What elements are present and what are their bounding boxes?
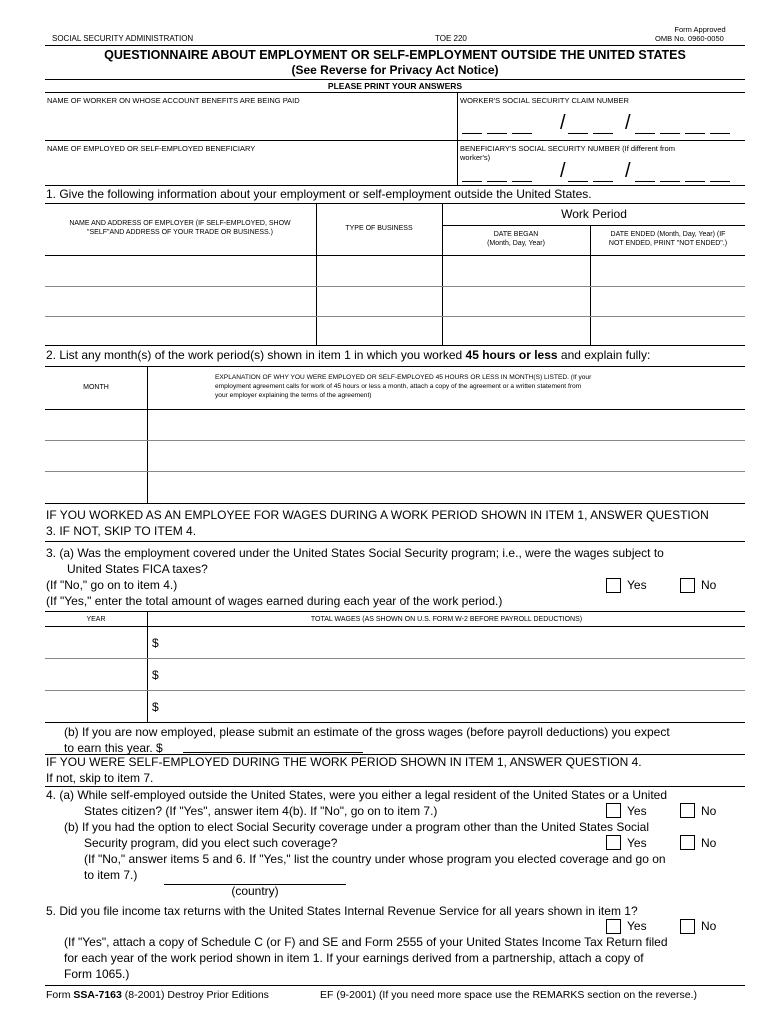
explanation-cell[interactable] bbox=[148, 441, 745, 470]
item4b-question-1: (b) If you had the option to elect Social Security coverage under a program other than the United States Social bbox=[64, 820, 650, 834]
item4a-question-1: 4. (a) While self-employed outside the United States, were you either a legal resident of the United States or a United bbox=[46, 788, 667, 802]
explanation-cell[interactable] bbox=[148, 410, 745, 439]
item4b-yes-checkbox[interactable] bbox=[606, 835, 621, 850]
item3a-if-yes: (If "Yes," enter the total amount of wages earned during each year of the work period.) bbox=[46, 594, 503, 608]
col-explanation-2: employment agreement calls for work of 45 hours or less a month, attach a copy of the agreement or a written statement from bbox=[215, 383, 582, 390]
item3a-no-label: No bbox=[701, 578, 717, 592]
worker-name-label: NAME OF WORKER ON WHOSE ACCOUNT BENEFITS ARE BEING PAID bbox=[47, 96, 300, 105]
wages-cell[interactable] bbox=[148, 659, 745, 689]
month-cell[interactable] bbox=[46, 472, 146, 501]
col-date-ended-1: DATE ENDED (Month, Day, Year) (IF bbox=[610, 231, 726, 238]
item3a-question-1: 3. (a) Was the employment covered under the United States Social Security program; i.e., were the wages subject to bbox=[46, 546, 664, 560]
col-date-began-1: DATE BEGAN bbox=[493, 231, 539, 238]
country-label: (country) bbox=[231, 884, 279, 898]
form-approved: Form Approved bbox=[674, 25, 726, 34]
dollar-sign: $ bbox=[152, 668, 159, 682]
item5-note-1: (If "Yes", attach a copy of Schedule C (or F) and SE and Form 2555 of your United States Income Tax Return filed bbox=[64, 935, 668, 949]
beneficiary-name-field[interactable] bbox=[47, 155, 452, 183]
form-subtitle: (See Reverse for Privacy Act Notice) bbox=[291, 63, 499, 77]
form-title: QUESTIONNAIRE ABOUT EMPLOYMENT OR SELF-EMPLOYMENT OUTSIDE THE UNITED STATES bbox=[104, 48, 686, 62]
item3a-question-2: United States FICA taxes? bbox=[67, 562, 208, 576]
item1-question: 1. Give the following information about your employment or self-employment outside the United States. bbox=[46, 187, 592, 201]
item5-note-3: Form 1065.) bbox=[64, 967, 130, 981]
item4b-no-label: No bbox=[701, 836, 717, 850]
dollar-sign: $ bbox=[152, 636, 159, 650]
item3b-question-2: to earn this year. $ bbox=[64, 741, 163, 755]
col-explanation-3: your employer explaining the terms of the agreement) bbox=[215, 392, 372, 399]
employer-cell[interactable] bbox=[46, 317, 315, 344]
item4a-no-label: No bbox=[701, 804, 717, 818]
date-ended-cell[interactable] bbox=[591, 256, 745, 285]
business-cell[interactable] bbox=[317, 317, 441, 344]
item4b-question-2: Security program, did you elect such coverage? bbox=[84, 836, 338, 850]
item2-question: 2. List any month(s) of the work period(s) shown in item 1 in which you worked 45 hours or less and explain fully: bbox=[46, 348, 651, 362]
date-ended-cell[interactable] bbox=[591, 317, 745, 344]
year-cell[interactable] bbox=[46, 627, 146, 657]
date-began-cell[interactable] bbox=[443, 287, 589, 315]
employee-instruction-2: 3. IF NOT, SKIP TO ITEM 4. bbox=[46, 524, 197, 538]
item5-yes-checkbox[interactable] bbox=[606, 919, 621, 934]
beneficiary-name-label: NAME OF EMPLOYED OR SELF-EMPLOYED BENEFICIARY bbox=[47, 144, 256, 153]
worker-name-field[interactable] bbox=[47, 107, 452, 137]
business-cell[interactable] bbox=[317, 287, 441, 315]
item5-yes-label: Yes bbox=[627, 919, 647, 933]
item4a-yes-checkbox[interactable] bbox=[606, 803, 621, 818]
year-cell[interactable] bbox=[46, 659, 146, 689]
ef-note: EF (9-2001) (If you need more space use the REMARKS section on the reverse.) bbox=[320, 989, 698, 1001]
employee-instruction-1: IF YOU WORKED AS AN EMPLOYEE FOR WAGES DURING A WORK PERIOD SHOWN IN ITEM 1, ANSWER QUESTION bbox=[46, 508, 709, 522]
item4b-question-4: to item 7.) bbox=[84, 868, 138, 882]
item5-note-2: for each year of the work period shown in item 1. If your earnings derived from a partnership, attach a copy of bbox=[64, 951, 644, 965]
self-employed-instruction-1: IF YOU WERE SELF-EMPLOYED DURING THE WORK PERIOD SHOWN IN ITEM 1, ANSWER QUESTION 4. bbox=[46, 755, 642, 769]
col-employer-2: "SELF"AND ADDRESS OF YOUR TRADE OR BUSINESS.) bbox=[87, 229, 273, 236]
ssn-separator: / bbox=[625, 112, 631, 134]
date-began-cell[interactable] bbox=[443, 317, 589, 344]
explanation-cell[interactable] bbox=[148, 472, 745, 501]
self-employed-instruction-2: If not, skip to item 7. bbox=[46, 771, 154, 785]
col-date-began-2: (Month, Day, Year) bbox=[487, 240, 545, 247]
wages-cell[interactable] bbox=[148, 691, 745, 721]
item3b-question-1: (b) If you are now employed, please submit an estimate of the gross wages (before payroll deductions) you expect bbox=[64, 725, 670, 739]
work-period-header: Work Period bbox=[561, 207, 627, 221]
beneficiary-ssn-label-1: BENEFICIARY'S SOCIAL SECURITY NUMBER (If different from bbox=[460, 144, 675, 153]
estimated-wages-field[interactable] bbox=[183, 738, 363, 753]
item5-question: 5. Did you file income tax returns with the United States Internal Revenue Service for all years shown in item 1? bbox=[46, 904, 638, 918]
item4b-question-3: (If "No," answer items 5 and 6. If "Yes," list the country under whose program you elected coverage and go on bbox=[84, 852, 666, 866]
ssn-separator: / bbox=[625, 160, 631, 182]
business-cell[interactable] bbox=[317, 256, 441, 285]
item5-no-checkbox[interactable] bbox=[680, 919, 695, 934]
item3a-yes-label: Yes bbox=[627, 578, 647, 592]
date-ended-cell[interactable] bbox=[591, 287, 745, 315]
employer-cell[interactable] bbox=[46, 256, 315, 285]
col-employer-1: NAME AND ADDRESS OF EMPLOYER (IF SELF-EMPLOYED, SHOW bbox=[69, 220, 291, 227]
employer-cell[interactable] bbox=[46, 287, 315, 315]
form-identifier: Form SSA-7163 (8-2001) Destroy Prior Editions bbox=[46, 989, 269, 1001]
beneficiary-ssn-field[interactable] bbox=[460, 158, 745, 185]
item3a-yes-checkbox[interactable] bbox=[606, 578, 621, 593]
item3a-no-checkbox[interactable] bbox=[680, 578, 695, 593]
omb-number: OMB No. 0960-0050 bbox=[655, 34, 724, 43]
wages-cell[interactable] bbox=[148, 627, 745, 657]
item3a-if-no: (If "No," go on to item 4.) bbox=[46, 578, 178, 592]
item4a-yes-label: Yes bbox=[627, 804, 647, 818]
toe-code: TOE 220 bbox=[435, 34, 467, 43]
print-note: PLEASE PRINT YOUR ANSWERS bbox=[327, 81, 463, 91]
col-year: YEAR bbox=[86, 616, 106, 623]
item4a-no-checkbox[interactable] bbox=[680, 803, 695, 818]
month-cell[interactable] bbox=[46, 441, 146, 470]
date-began-cell[interactable] bbox=[443, 256, 589, 285]
worker-ssn-label: WORKER'S SOCIAL SECURITY CLAIM NUMBER bbox=[460, 96, 629, 105]
item4b-yes-label: Yes bbox=[627, 836, 647, 850]
month-cell[interactable] bbox=[46, 410, 146, 439]
ssn-separator: / bbox=[560, 160, 566, 182]
col-date-ended-2: NOT ENDED, PRINT "NOT ENDED".) bbox=[608, 240, 728, 247]
item5-no-label: No bbox=[701, 919, 717, 933]
dollar-sign: $ bbox=[152, 700, 159, 714]
agency-name: SOCIAL SECURITY ADMINISTRATION bbox=[52, 34, 194, 43]
col-total-wages: TOTAL WAGES (AS SHOWN ON U.S. FORM W-2 BEFORE PAYROLL DEDUCTIONS) bbox=[310, 616, 583, 623]
item4a-question-2: States citizen? (If "Yes", answer item 4(b). If "No", go on to item 7.) bbox=[84, 804, 438, 818]
worker-ssn-field[interactable] bbox=[460, 108, 745, 138]
col-business-type: TYPE OF BUSINESS bbox=[345, 225, 413, 232]
beneficiary-ssn-label-2: worker's) bbox=[460, 153, 491, 162]
ssn-separator: / bbox=[560, 112, 566, 134]
item4b-no-checkbox[interactable] bbox=[680, 835, 695, 850]
year-cell[interactable] bbox=[46, 691, 146, 721]
col-explanation-1: EXPLANATION OF WHY YOU WERE EMPLOYED OR SELF-EMPLOYED 45 HOURS OR LESS IN MONTH(S) LISTED. (If your bbox=[215, 374, 592, 381]
col-month: MONTH bbox=[83, 384, 109, 391]
